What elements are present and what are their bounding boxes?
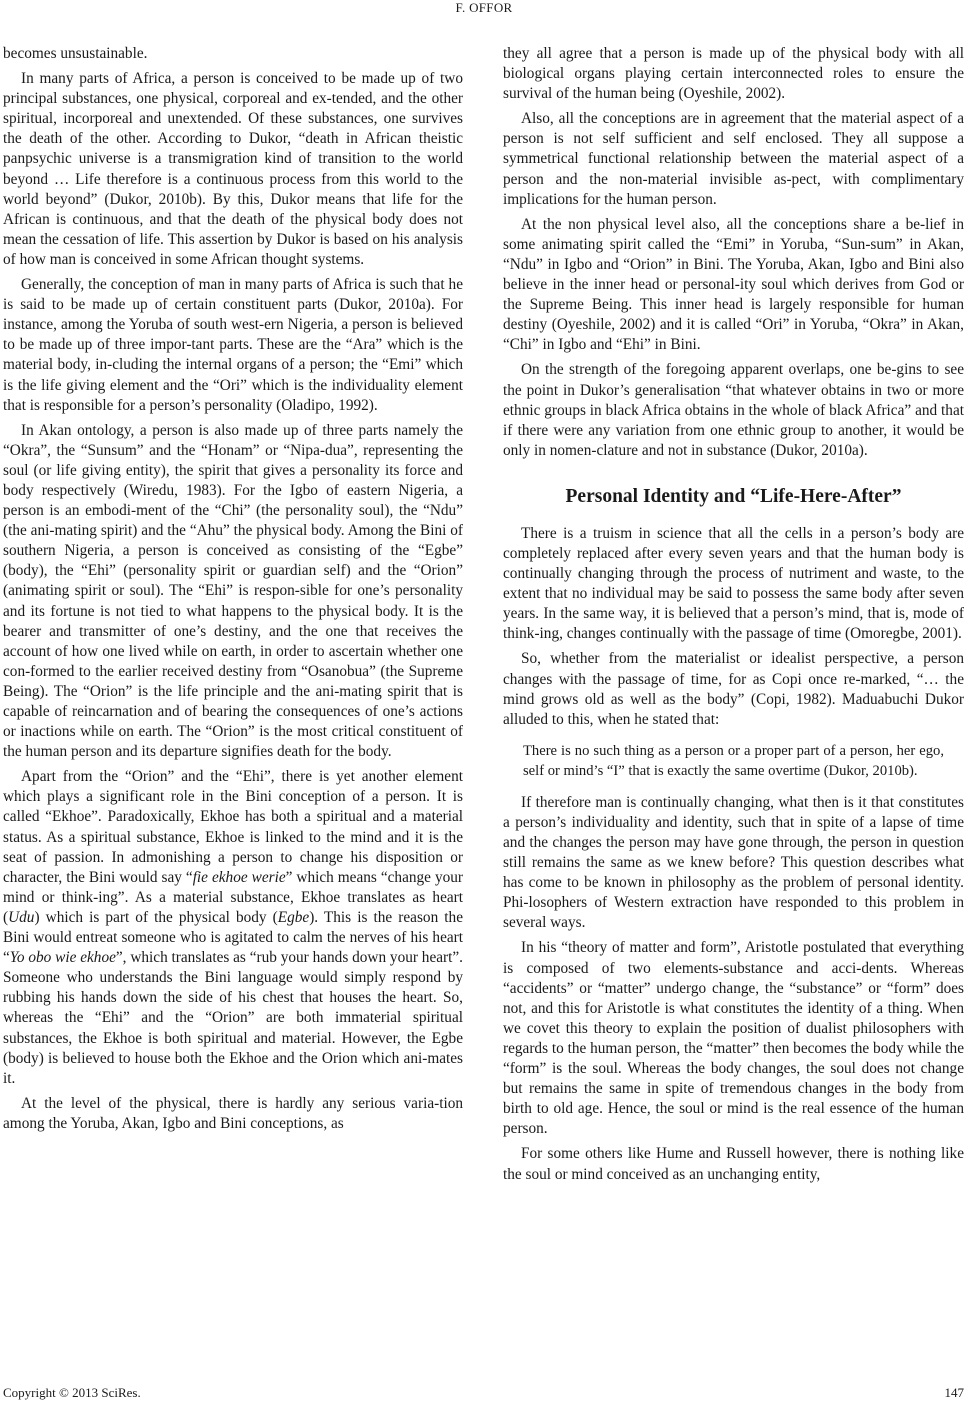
paragraph: Also, all the conceptions are in agreement that the material aspect of a person is not self sufficient and self enclosed. They all suppose a symmetrical functional relationship between the material aspect of a person and the non-material invisible as-pect, with complimentary implications for the human person. (503, 110, 964, 208)
page-number: 147 (944, 1385, 964, 1400)
text-run: ” which means “change your mind or think-ing”. As a material substance, Ekhoe translates as heart ( (3, 868, 463, 926)
text-run: Apart from the “Orion” and the “Ehi”, there is yet another element which plays a significant role in the Bini conception of a person. It is called “Ekhoe”. Paradoxically, Ekhoe has both a spiritual and a material status. As a spiritual substance, Ekhoe is linked to the mind and it is the seat of passion. In admonishing a person to change his disposition or character, the Bini would say “ (3, 768, 463, 886)
paragraph: At the level of the physical, there is hardly any serious varia-tion among the Yoruba, Akan, Igbo and Bini conceptions, as (3, 1094, 463, 1132)
paragraph: So, whether from the materialist or idealist perspective, a person changes with the passage of time, for as Copi once re-marked, “… the mind grows old as well as the body” (Copi, 1982). Maduabuchi Dukor alluded to this, when he stated that: (503, 650, 964, 728)
left-column (3, 44, 463, 1139)
text-run: ). This is the reason the Bini would entreat someone who is agitated to calm the nerves of his heart “ (3, 908, 463, 967)
text-run: ) which is part of the physical body ( (34, 908, 278, 926)
paragraph: they all agree that a person is made up of the physical body with all biological organs playing certain interconnected roles to ensure the survival of the human being (Oyeshile, 2002). (503, 45, 964, 103)
copyright-notice: Copyright © 2013 SciRes. (3, 1385, 141, 1400)
running-head: F. OFFOR (455, 0, 513, 15)
paragraph: becomes unsustainable. (3, 45, 148, 62)
paragraph: If therefore man is continually changing, what then is it that constitutes a person’s individuality and identity, such that in spite of a lapse of time and the changes the person may have gone through, the person in question still remains the same as we knew before? This question describes what has come to be known in philosophy as the problem of personal identity. Phi-losophers of Western extraction have responded to this problem in several ways. (503, 793, 964, 932)
right-column (503, 44, 964, 1190)
italic-phrase: Egbe (277, 908, 310, 926)
italic-phrase: Yo obo wie ekhoe (9, 949, 116, 967)
italic-phrase: Udu (8, 908, 35, 926)
section-heading: Personal Identity and “Life-Here-After” (565, 485, 902, 507)
text-run: ”, which translates as “rub your hands down your heart”. Someone who understands the Bini language would simply respond by rubbing his hands down the side of his chest that houses the heart. So, whereas the “Ehi” and the “Orion” are both immaterial spiritual substances, the Ekhoe is both spiritual and material. However, the Egbe (body) is believed to house both the Ekhoe and the Orion which ani-mates it. (3, 949, 463, 1087)
italic-phrase: fie ekhoe werie (192, 868, 286, 886)
paragraph-ekhoe (3, 767, 463, 1089)
paragraph: There is a truism in science that all the cells in a person’s body are completely replaced after every seven years and that the human body is continually changing through the process of nutriment and waste, to the extent that no individual may be said to possess the same body after seven years. In the same way, it is believed that a person’s mind, that is, mode of think-ing, changes continually with the passage of time (Omoregbe, 2001). (503, 524, 964, 643)
paragraph: In his “theory of matter and form”, Aristotle postulated that everything is composed of two elements-substance and acci-dents. Whereas “accidents” or “matter” undergo change, the “substance” or “form” does not, and this for Aristotle is what constitutes the identity of a thing. When we covet this theory to explain the position of dualist philosophers with regards to the human person, the “matter” then becomes the body while the “form” is the soul. Whereas the body changes, the soul does not change but remains the same in spite of tremendous changes in the body from birth to old age. Hence, the soul or mind is the real essence of the human person. (503, 939, 964, 1138)
paragraph: In Akan ontology, a person is also made up of three parts namely the “Okra”, the “Sunsum” and the “Honam” or “Nipa-dua”, representing the soul (or life giving entity), the spirit that gives a personality its force and body respectively (Wiredu, 1983). For the Igbo of eastern Nigeria, a person is an embodi-ment of the “Chi” (the personality soul), the “Ndu” (the ani-mating spirit) and the “Ahu” the physical body. Among the Bini of southern Nigeria, a person is conceived as consisting of the “Egbe” (body), the “Ehi” (personality spirit or guardian self) and the “Orion” (animating spirit or soul). The “Ehi” is respon-sible for one’s personality and its fortune is not tied to what happens to the physical body. It is the bearer and transmitter of one’s destiny, and the one that receives the account of how one lived while on earth, in order to ascertain whether one con-formed to the earlier received destiny from “Osanobua” (the Supreme Being). The “Orion” is the life principle and the ani-mating spirit that is capable of reincarnation and of bearing the consequences of one’s actions or inactions while on earth. The “Orion” is the most critical constituent of the human person and its departure signifies death for the body. (3, 421, 463, 761)
block-quote: There is no such thing as a person or a proper part of a person, her ego, self or mind’s “I” that is exactly the same overtime (Dukor, 2010b). (523, 742, 944, 779)
paragraph: At the non physical level also, all the conceptions share a be-lief in some animating spirit called the “Emi” in Yoruba, “Sun-sum” in Akan, “Ndu” in Igbo and “Orion” in Bini. The Yoruba, Akan, Igbo and Bini also believe in the inner head or personal-ity soul which derives from God or the Supreme Being. This inner head is largely responsible for human destiny (Oyeshile, 2002) and it is called “Ori” in Yoruba, “Okra” in Akan, “Chi” in Igbo and “Ehi” in Bini. (503, 215, 964, 354)
paragraph: Generally, the conception of man in many parts of Africa is such that he is said to be made up of certain constituent parts (Dukor, 2010a). For instance, among the Yoruba of south west-ern Nigeria, a person is believed to be made up of three impor-tant parts. These are the “Ara” which is the material body, in-cluding the internal organs of a person; the “Emi” which is the life giving element and the “Ori” which is the individuality element that is responsible for a person’s personality (Oladipo, 1992). (3, 276, 463, 414)
paragraph: For some others like Hume and Russell however, there is nothing like the soul or mind conceived as an unchanging entity, (503, 1145, 964, 1183)
paragraph: In many parts of Africa, a person is conceived to be made up of two principal substances, one physical, corporeal and ex-tended, and the other spiritual, incorporeal and unextended. Of these substances, one survives the death of the other. According to Dukor, “death in African theistic panpsychic universe is a transmigration kind of transition to the world beyond … Life therefore is a continuous process from this world to the world beyond” (Dukor, 2010b). By this, Dukor means that life for the African is continuous, and that the death of the physical body does not mean the cessation of life. This assertion by Dukor is based on his analysis of how man is conceived in some African thought systems. (3, 70, 463, 268)
paragraph: On the strength of the foregoing apparent overlaps, one be-gins to see the point in Dukor’s generalisation “that whatever obtains in two or more ethnic groups in black Africa obtains in the whole of black Africa” and that if there were any variation from one ethnic group to another, it would be only in nomen-clature and not in substance (Dukor, 2010a). (503, 361, 964, 459)
